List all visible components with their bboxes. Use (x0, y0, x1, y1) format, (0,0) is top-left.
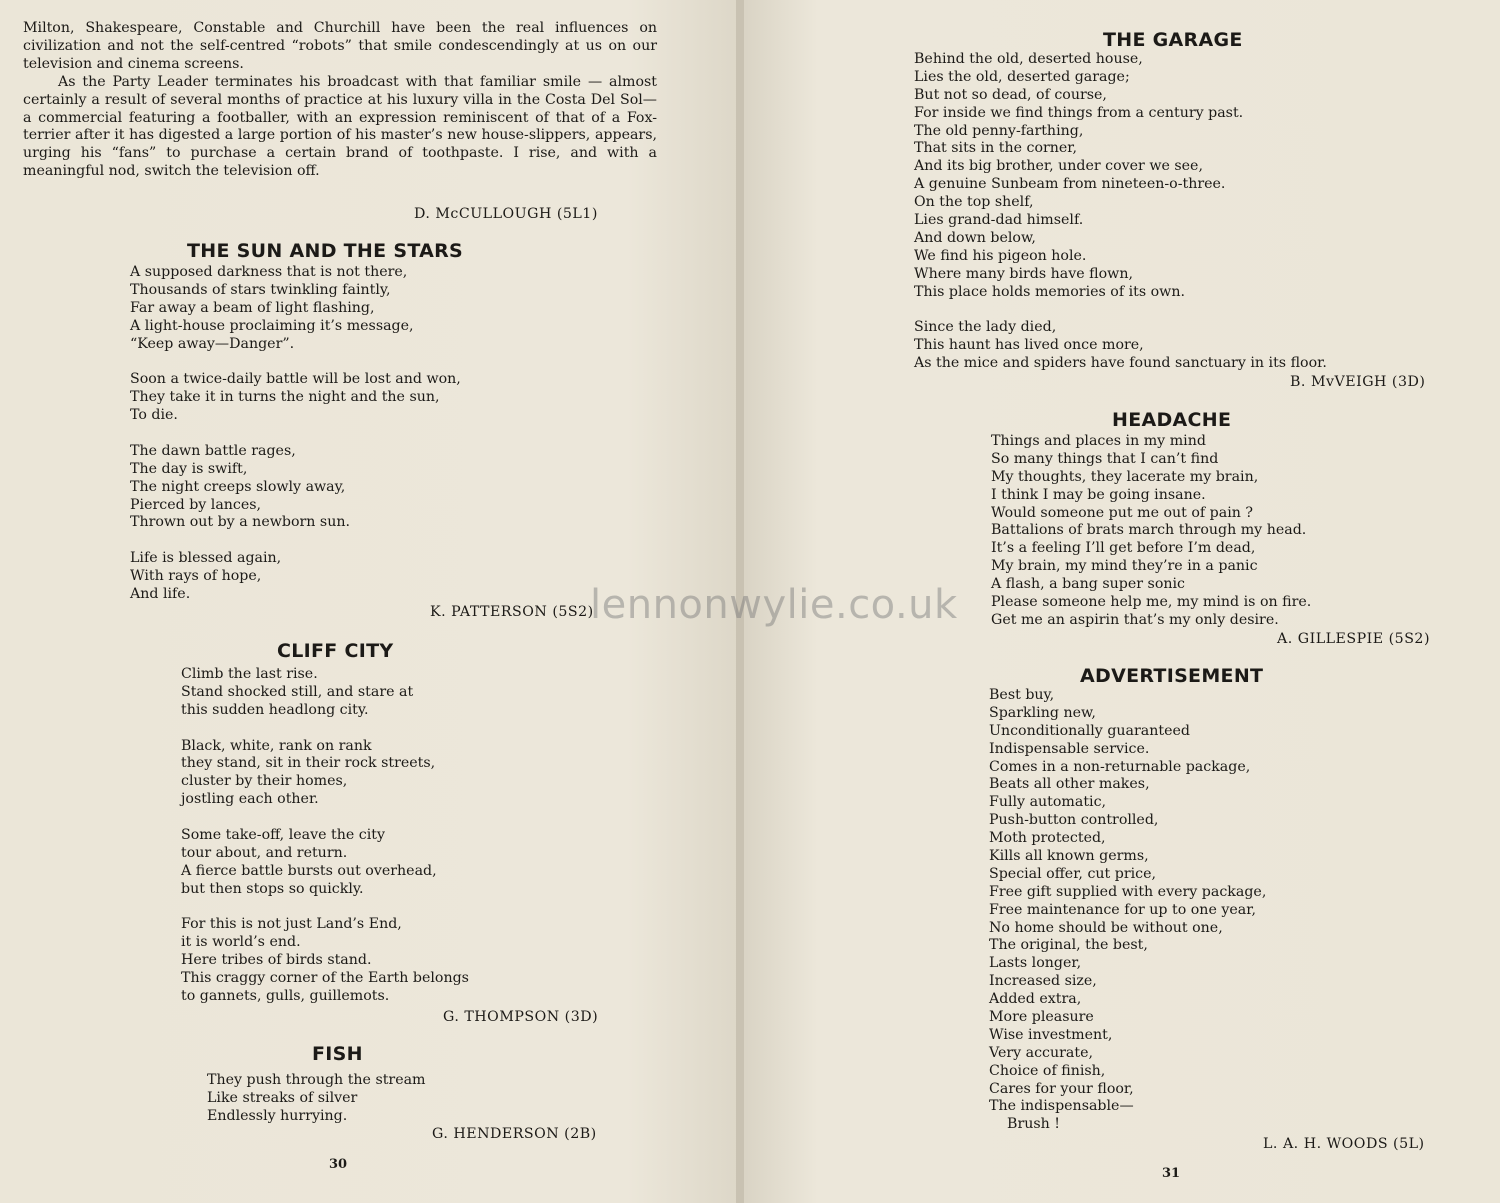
poem-line: tour about, and return. (181, 844, 348, 861)
stanza-break (914, 301, 1327, 319)
poem-line: My thoughts, they lacerate my brain, (991, 468, 1259, 485)
poem-line: Unconditionally guaranteed (989, 722, 1190, 739)
poem-line: Moth protected, (989, 830, 1106, 847)
poem-line: Climb the last rise. (181, 666, 318, 682)
poem-line: Behind the old, deserted house, (914, 51, 1143, 67)
stanza-break (181, 809, 469, 827)
poem-line: As the mice and spiders have found sanctuary in its floor. (914, 355, 1327, 372)
poem-line: Pierced by lances, (130, 496, 262, 513)
poem-line: Wise investment, (989, 1026, 1113, 1043)
poem-line: Some take-off, leave the city (181, 827, 385, 844)
poem-line: Since the lady died, (914, 319, 1057, 336)
poem-line: Where many birds have flown, (914, 265, 1133, 282)
stanza-break (130, 353, 461, 371)
poem-line: They take it in turns the night and the sun, (130, 389, 440, 406)
poem-line: Added extra, (989, 991, 1082, 1008)
poem-line: I think I may be going insane. (991, 486, 1206, 503)
poem-line: The night creeps slowly away, (130, 478, 346, 495)
poem-line: Things and places in my mind (991, 433, 1206, 449)
poem-line: Thousands of stars twinkling faintly, (130, 281, 391, 298)
poem-line: The old penny-farthing, (914, 122, 1084, 139)
poem-author: B. MvVEIGH (3D) (1290, 374, 1426, 390)
watermark: lennonwylie.co.uk (590, 582, 958, 628)
poem-line: The day is swift, (130, 460, 248, 477)
poem-line: Free maintenance for up to one year, (989, 901, 1256, 918)
poem-line: Lasts longer, (989, 955, 1082, 972)
poem-line: Choice of finish, (989, 1062, 1106, 1079)
poem-author: G. THOMPSON (3D) (443, 1009, 599, 1025)
stanza-break (130, 425, 461, 443)
poem-line: My brain, my mind they’re in a panic (991, 558, 1258, 575)
poem-line: Get me an aspirin that’s my only desire. (991, 611, 1279, 628)
poem-line: Life is blessed again, (130, 550, 282, 567)
poem-line: The dawn battle rages, (130, 442, 296, 459)
poem-title-advertisement: ADVERTISEMENT (1080, 665, 1264, 687)
poem-line: Like streaks of silver (207, 1089, 358, 1106)
poem-author: L. A. H. WOODS (5L) (1263, 1136, 1425, 1152)
poem-line: Here tribes of birds stand. (181, 952, 372, 969)
poem-line: The indispensable— (989, 1098, 1134, 1115)
poem-title-sun-and-stars: THE SUN AND THE STARS (187, 240, 464, 262)
poem-line: it is world’s end. (181, 934, 301, 951)
poem-line: A fierce battle bursts out overhead, (181, 862, 437, 879)
poem-title-headache: HEADACHE (1112, 409, 1232, 431)
poem-line: And down below, (914, 229, 1036, 246)
poem-line: That sits in the corner, (914, 140, 1078, 157)
poem-line: Soon a twice-daily battle will be lost and won, (130, 371, 461, 388)
stanza-break (181, 899, 469, 917)
poem-line: Black, white, rank on rank (181, 737, 372, 754)
poem-author: G. HENDERSON (2B) (432, 1126, 597, 1142)
poem-line: With rays of hope, (130, 568, 262, 585)
poem-cliff-city (181, 666, 469, 1006)
poem-line: they stand, sit in their rock streets, (181, 755, 436, 772)
poem-line: This haunt has lived once more, (914, 337, 1144, 354)
poem-line: Would someone put me out of pain ? (991, 504, 1253, 521)
essay-text (23, 20, 657, 181)
poem-line: And its big brother, under cover we see, (914, 158, 1203, 175)
essay-author: D. McCULLOUGH (5L1) (414, 206, 598, 222)
poem-line: “Keep away—Danger”. (130, 335, 295, 352)
poem-line: So many things that I can’t find (991, 450, 1219, 467)
essay-paragraph: As the Party Leader terminates his broadcast with that familiar smile — almost certainly a result of several months of practice at his luxury villa in the Costa Del Sol—a commercial featuring a footballer, with an expression reminiscent of that of a Fox-terrier after it has digested a large portion of his master’s new house-slippers, appears, urging his “fans” to purchase a certain brand of toothpaste. I rise, and with a meaningful nod, switch the television off. (23, 73, 657, 180)
poem-line: Very accurate, (989, 1044, 1093, 1061)
poem-line: It’s a feeling I’ll get before I’m dead, (991, 540, 1256, 557)
book-gutter (736, 0, 744, 1203)
poem-advertisement (989, 687, 1266, 1134)
poem-sun-and-stars (130, 264, 461, 604)
poem-line: jostling each other. (181, 791, 319, 808)
poem-fish (207, 1072, 426, 1126)
poem-line: This craggy corner of the Earth belongs (181, 970, 469, 987)
poem-line: Battalions of brats march through my head. (991, 522, 1307, 539)
essay-paragraph: Milton, Shakespeare, Constable and Churchill have been the real influences on civilization and not the self-centred “robots” that smile condescendingly at us on our television and cinema screens. (23, 20, 657, 72)
poem-line: No home should be without one, (989, 919, 1223, 936)
poem-author: K. PATTERSON (5S2) (430, 604, 594, 620)
poem-line: Thrown out by a newborn sun. (130, 514, 350, 531)
poem-line: Endlessly hurrying. (207, 1107, 348, 1124)
page-number: 31 (1162, 1166, 1181, 1181)
poem-line: Beats all other makes, (989, 776, 1150, 793)
poem-line: Cares for your floor, (989, 1080, 1134, 1097)
poem-line: To die. (130, 407, 178, 424)
poem-line: Push-button controlled, (989, 812, 1159, 829)
poem-line: Fully automatic, (989, 794, 1107, 811)
poem-line: This place holds memories of its own. (914, 283, 1185, 300)
poem-author: A. GILLESPIE (5S2) (1277, 631, 1430, 647)
poem-line: A genuine Sunbeam from nineteen-o-three. (914, 176, 1226, 193)
poem-line: Best buy, (989, 687, 1055, 703)
poem-line: Free gift supplied with every package, (989, 883, 1267, 900)
poem-line: Comes in a non-returnable package, (989, 758, 1251, 775)
poem-line: Far away a beam of light flashing, (130, 299, 375, 316)
poem-headache (991, 433, 1311, 630)
poem-line: Lies the old, deserted garage; (914, 68, 1130, 85)
poem-line: And life. (130, 586, 191, 603)
poem-line: Indispensable service. (989, 740, 1150, 757)
poem-line: We find his pigeon hole. (914, 247, 1087, 264)
stanza-break (181, 720, 469, 738)
poem-line: Brush ! (989, 1116, 1061, 1133)
poem-title-garage: THE GARAGE (1103, 29, 1243, 51)
poem-line: this sudden headlong city. (181, 701, 369, 718)
stanza-break (130, 532, 461, 550)
poem-line: For inside we find things from a century past. (914, 104, 1244, 121)
poem-line: Special offer, cut price, (989, 865, 1156, 882)
poem-line: On the top shelf, (914, 194, 1034, 211)
page-number: 30 (329, 1157, 348, 1172)
poem-line: Kills all known germs, (989, 848, 1149, 865)
poem-line: Lies grand-dad himself. (914, 212, 1084, 229)
poem-line: cluster by their homes, (181, 773, 348, 790)
poem-title-fish: FISH (312, 1043, 363, 1065)
poem-line: but then stops so quickly. (181, 880, 364, 897)
poem-garage (914, 51, 1327, 373)
poem-line: A supposed darkness that is not there, (130, 264, 408, 280)
poem-line: Please someone help me, my mind is on fire. (991, 594, 1312, 611)
poem-line: They push through the stream (207, 1072, 426, 1088)
poem-title-cliff-city: CLIFF CITY (277, 640, 394, 662)
poem-line: A flash, a bang super sonic (991, 576, 1185, 593)
poem-line: Stand shocked still, and stare at (181, 683, 414, 700)
poem-line: More pleasure (989, 1009, 1094, 1026)
poem-line: to gannets, gulls, guillemots. (181, 988, 390, 1005)
poem-line: A light-house proclaiming it’s message, (130, 317, 414, 334)
poem-line: Increased size, (989, 973, 1097, 990)
poem-line: But not so dead, of course, (914, 86, 1107, 103)
poem-line: Sparkling new, (989, 704, 1096, 721)
poem-line: For this is not just Land’s End, (181, 916, 402, 933)
poem-line: The original, the best, (989, 937, 1148, 954)
